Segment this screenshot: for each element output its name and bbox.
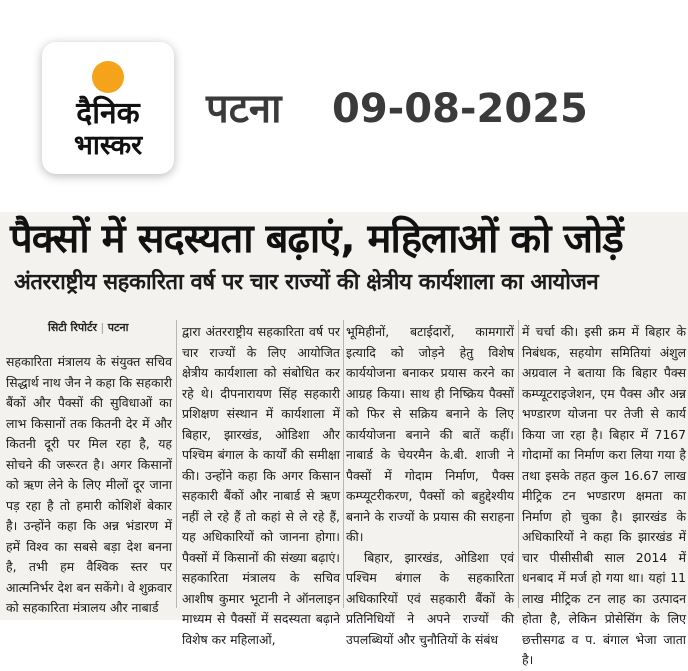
- column-divider: [176, 320, 177, 608]
- logo-text-line2: भास्कर: [73, 130, 143, 161]
- column-1-paragraph-1: सहकारिता मंत्रालय के संयुक्त सचिव सिद्धार्थ नाथ जैन ने कहा कि सहकारी बैंकों और पैक्सों की सुविधाओं का लाभ किसानों तक कितनी देर में और कितनी दूरी पर मिल रहा है, यह सोचने की जरूरत है। अगर किसानों को ऋण लेने के लिए मीलों दूर जाना पड़ रहा है तो हमारी कोशिशें बेकार है। उन्होंने कहा कि अन्न भंडारण में हमें विश्व का सबसे बड़ा देश बनना है, तभी हम वैश्विक स्तर पर आत्मनिर्भर देश बन सकेंगे। वे शुक्रवार को सहकारिता मंत्रालय और नाबार्ड: [6, 354, 172, 615]
- byline-separator: |: [97, 321, 108, 334]
- page-header: [0, 0, 688, 200]
- logo-text-line1: दैनिक: [76, 96, 140, 131]
- edition-date: 09-08-2025: [332, 86, 588, 132]
- edition-city: पटना: [206, 86, 282, 132]
- article-column-1: [6, 352, 172, 619]
- sun-icon: [92, 61, 124, 93]
- column-divider: [343, 320, 344, 608]
- column-4-paragraph-1: में चर्चा की। इसी क्रम में बिहार के निबंधक, सहयोग समितियां अंशुल अग्रवाल ने बताया कि बिहार पैक्स कम्प्यूटराइजेशन, एम पैक्स और अन्न भण्डारण योजना पर तेजी से कार्य किया जा रहा है। बिहार में 7167 गोदामों का निर्माण करा लिया गया है तथा इसके तहत कुल 16.67 लाख मीट्रिक टन भण्डारण क्षमता का निर्माण हो चुका है। झारखंड के अधिकारियों ने कहा कि झारखंड में चार पीसीसीबी साल 2014 में धनबाद में मर्ज हो गया था। यहां 11 लाख मीट्रिक टन लाह का उत्पादन होता है, लेकिन प्रोसेसिंग के लिए छत्तीसगढ व प. बंगाल भेजा जाता है।: [522, 324, 686, 667]
- column-3-paragraph-1: भूमिहीनों, बटाईदारों, कामगारों इत्यादि को जोड़ने हेतु विशेष कार्ययोजना बनाकर प्रयास करने का आग्रह किया। साथ ही निष्क्रिय पैक्सों को फिर से सक्रिय बनाने के लिए कार्ययोजना बनाने की बातें कहीं। नाबार्ड के चेयरमैन के.बी. शाजी ने पैक्सों में गोदाम निर्माण, पैक्स कम्प्यूटरीकरण, पैक्सों को बहुद्देश्यीय बनाने के राज्यों के प्रयास की सराहना की।: [346, 324, 514, 544]
- article-subheadline: अंतरराष्ट्रीय सहकारिता वर्ष पर चार राज्यों की क्षेत्रीय कार्यशाला का आयोजन: [14, 270, 599, 295]
- column-3-paragraph-2: बिहार, झारखंड, ओडिशा एवं पश्चिम बंगाल के सहकारिता अधिकारियों एवं सहकारी बैंकों के प्रतिनिधियों ने अपने राज्यों की उपलब्धियों और चुनौतियों के संबंध: [346, 549, 514, 647]
- article-headline: पैक्सों में सदस्यता बढ़ाएं, महिलाओं को जोड़ें: [10, 216, 623, 262]
- article-column-3: [346, 322, 514, 650]
- byline-city: पटना: [107, 321, 129, 334]
- byline: [48, 320, 128, 335]
- column-divider: [518, 320, 519, 608]
- article-column-4: [522, 322, 686, 671]
- byline-reporter: सिटी रिपोर्टर: [48, 321, 97, 334]
- column-2-paragraph-1: द्वारा अंतरराष्ट्रीय सहकारिता वर्ष पर चार राज्यों के लिए आयोजित क्षेत्रीय कार्यशाला को संबोधित कर रहे थे। दीपनारायण सिंह सहकारी प्रशिक्षण संस्थान में कार्यशाला में बिहार, झारखंड, ओडिशा और पश्चिम बंगाल के कार्यों की समीक्षा की। उन्होंने कहा कि अगर किसान सहकारी बैंकों और नाबार्ड से ऋण नहीं ले रहे हैं तो कहां से ले रहे हैं, यह अधिकारियों को जानना होगा। पैक्सों में किसानों की संख्या बढ़ाएं। सहकारिता मंत्रालय के सचिव आशीष कुमार भूटानी ने ऑनलाइन माध्यम से पैक्सों में सदस्यता बढ़ाने विशेष कर महिलाओं,: [182, 324, 340, 647]
- article-column-2: [182, 322, 340, 650]
- news-clipping: [0, 212, 688, 667]
- dainik-bhaskar-logo: [42, 42, 174, 174]
